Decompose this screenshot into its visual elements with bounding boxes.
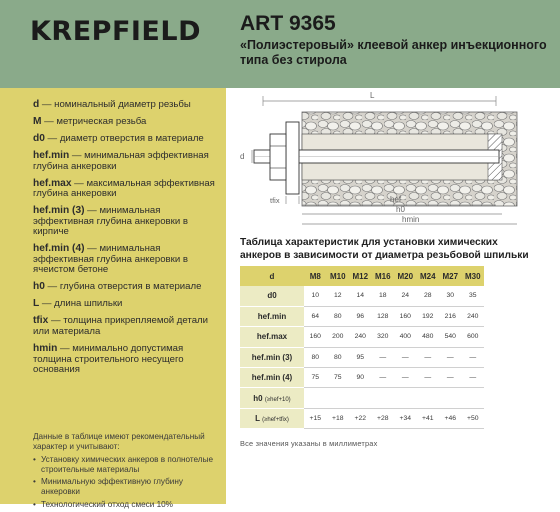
- row-label-cell: [240, 306, 304, 326]
- definition-item: [33, 244, 223, 276]
- definition-term: hef.min: [33, 149, 70, 161]
- definition-desc: — максимальная эффективная глубина анкеровки: [33, 177, 215, 200]
- table-row: [240, 347, 484, 367]
- table-cell: 600: [462, 327, 485, 347]
- row-label: d0: [267, 291, 277, 301]
- definition-term: L: [33, 298, 40, 310]
- definition-item: [33, 282, 223, 293]
- table-cell: +41: [417, 408, 440, 428]
- definition-desc: — метрическая резьба: [41, 115, 147, 127]
- table-cell: [462, 388, 485, 408]
- table-cell: 128: [372, 306, 395, 326]
- column-header: M27: [439, 266, 462, 286]
- table-footnote: Все значения указаны в миллиметрах: [240, 439, 378, 448]
- specs-table: [240, 266, 484, 429]
- table-cell: 18: [372, 286, 395, 306]
- row-label-cell: [240, 388, 304, 408]
- table-cell: 160: [304, 327, 327, 347]
- table-cell: 35: [462, 286, 485, 306]
- definition-item: [33, 179, 223, 200]
- table-cell: 400: [394, 327, 417, 347]
- note-item: • Технологический отход смеси 10%: [33, 500, 223, 510]
- table-body: [240, 286, 484, 429]
- row-label-cell: [240, 347, 304, 367]
- table-cell: 80: [327, 306, 350, 326]
- table-cell: 240: [349, 327, 372, 347]
- table-cell: —: [394, 368, 417, 388]
- table-note: [33, 432, 223, 512]
- table-cell: 90: [349, 368, 372, 388]
- definition-desc: — диаметр отверстия в материале: [44, 132, 204, 144]
- definition-desc: — номинальный диаметр резьбы: [39, 99, 191, 110]
- definition-term: d: [33, 99, 40, 110]
- definition-desc: — минимальная эффективная глубина анкеровки: [33, 149, 209, 172]
- table-title: Таблица характеристик для установки химических анкеров в зависимости от диаметра резьбовой шпильки: [240, 237, 529, 261]
- table-cell: +46: [439, 408, 462, 428]
- column-header: M12: [349, 266, 372, 286]
- table-row: [240, 327, 484, 347]
- table-cell: +28: [372, 408, 395, 428]
- table-cell: 80: [304, 347, 327, 367]
- table-cell: —: [439, 368, 462, 388]
- column-header: M10: [327, 266, 350, 286]
- brand-logo: KREPFIELD: [30, 16, 201, 47]
- table-cell: —: [372, 347, 395, 367]
- table-cell: 80: [327, 347, 350, 367]
- label-tfix: tfix: [270, 196, 280, 205]
- anchor-diagram: [230, 88, 560, 230]
- table-cell: +50: [462, 408, 485, 428]
- table-cell: 30: [439, 286, 462, 306]
- definitions-list: [33, 100, 223, 382]
- definition-desc: — толщина прикрепляемой детали или материала: [33, 315, 208, 338]
- table-cell: 28: [417, 286, 440, 306]
- row-label: hef.min (4): [251, 373, 293, 383]
- table-cell: 24: [394, 286, 417, 306]
- label-h0: h0: [396, 205, 405, 214]
- note-intro: Данные в таблице имеют рекомендательный характер и учитывают:: [33, 432, 205, 451]
- table-cell: 200: [327, 327, 350, 347]
- table-cell: [417, 388, 440, 408]
- definition-term: hef.max: [33, 177, 72, 189]
- table-cell: +34: [394, 408, 417, 428]
- definition-term: hef.min (4): [33, 243, 85, 255]
- label-L: L: [370, 91, 375, 100]
- table-cell: +22: [349, 408, 372, 428]
- row-label: hef.max: [256, 332, 288, 342]
- table-cell: [394, 388, 417, 408]
- definition-item: [33, 206, 223, 238]
- table-cell: 160: [394, 306, 417, 326]
- definition-item: [33, 299, 223, 310]
- note-item: • Минимальную эффективную глубину анкеровки: [33, 477, 223, 496]
- article-number: ART 9365: [240, 12, 336, 35]
- row-label-formula: (≥hef+10): [264, 396, 291, 403]
- product-subtitle: «Полиэстеровый» клеевой анкер инъекционного типа без стирола: [240, 38, 547, 67]
- table-row: [240, 408, 484, 428]
- table-cell: 320: [372, 327, 395, 347]
- definition-item: [33, 151, 223, 172]
- definition-term: M: [33, 115, 42, 127]
- table-cell: +15: [304, 408, 327, 428]
- table-cell: 240: [462, 306, 485, 326]
- header-band: [0, 0, 560, 88]
- definition-desc: — глубина отверстия в материале: [44, 281, 202, 293]
- table-cell: 192: [417, 306, 440, 326]
- definition-desc: — минимальная эффективная глубина анкеровки в ячеистом бетоне: [33, 243, 188, 276]
- row-label-cell: [240, 368, 304, 388]
- table-cell: —: [439, 347, 462, 367]
- table-cell: 64: [304, 306, 327, 326]
- definition-item: [33, 344, 223, 376]
- row-label: hef.min: [257, 312, 287, 322]
- table-cell: —: [372, 368, 395, 388]
- note-item: • Установку химических анкеров в полнотелые строительные материалы: [33, 455, 223, 474]
- table-cell: 12: [327, 286, 350, 306]
- definition-item: [33, 100, 223, 111]
- table-cell: —: [417, 368, 440, 388]
- table-cell: —: [462, 368, 485, 388]
- column-header: M30: [462, 266, 485, 286]
- anchor-cross-section: [230, 88, 560, 230]
- table-cell: —: [394, 347, 417, 367]
- row-label-cell: [240, 286, 304, 306]
- row-label-formula: (≥hef+tfix): [262, 417, 289, 424]
- table-cell: 540: [439, 327, 462, 347]
- definition-item: [33, 117, 223, 128]
- row-label: L: [255, 414, 260, 424]
- table-cell: [439, 388, 462, 408]
- table-row: [240, 306, 484, 326]
- table-cell: 480: [417, 327, 440, 347]
- row-label: h0: [253, 393, 263, 403]
- column-header: M20: [394, 266, 417, 286]
- label-d: d: [240, 152, 245, 161]
- table-cell: 10: [304, 286, 327, 306]
- table-cell: 96: [349, 306, 372, 326]
- row-label-cell: [240, 327, 304, 347]
- table-cell: [304, 388, 327, 408]
- label-hmin: hmin: [402, 215, 420, 224]
- table-cell: —: [462, 347, 485, 367]
- definition-desc: — минимальная эффективная глубина анкеровки в кирпиче: [33, 205, 188, 238]
- table-cell: [372, 388, 395, 408]
- definitions-sidebar: [0, 88, 226, 509]
- note-list: [33, 455, 223, 509]
- table-cell: 14: [349, 286, 372, 306]
- label-hef: hef: [390, 195, 402, 204]
- table-cell: [349, 388, 372, 408]
- definition-item: [33, 134, 223, 145]
- table-cell: 75: [304, 368, 327, 388]
- definition-desc: — минимально допустимая толщина строительного несущего основания: [33, 343, 184, 376]
- table-cell: 95: [349, 347, 372, 367]
- table-cell: 75: [327, 368, 350, 388]
- column-header: M24: [417, 266, 440, 286]
- definition-term: hef.min (3): [33, 205, 85, 217]
- definition-desc: — длина шпильки: [39, 298, 123, 310]
- definition-term: d0: [33, 132, 45, 144]
- definition-item: [33, 316, 223, 337]
- definition-term: tfix: [33, 315, 49, 327]
- table-header-row: [240, 266, 484, 286]
- table-cell: [327, 388, 350, 408]
- row-label: hef.min (3): [251, 352, 293, 362]
- column-header: M16: [372, 266, 395, 286]
- table-row: [240, 388, 484, 408]
- definition-term: h0: [33, 281, 45, 293]
- table-cell: 216: [439, 306, 462, 326]
- table-row: [240, 286, 484, 306]
- table-row: [240, 368, 484, 388]
- definition-term: hmin: [33, 343, 58, 354]
- column-header: M8: [304, 266, 327, 286]
- table-cell: +18: [327, 408, 350, 428]
- row-label-cell: [240, 408, 304, 428]
- table-header-label: d: [240, 266, 304, 286]
- table-cell: —: [417, 347, 440, 367]
